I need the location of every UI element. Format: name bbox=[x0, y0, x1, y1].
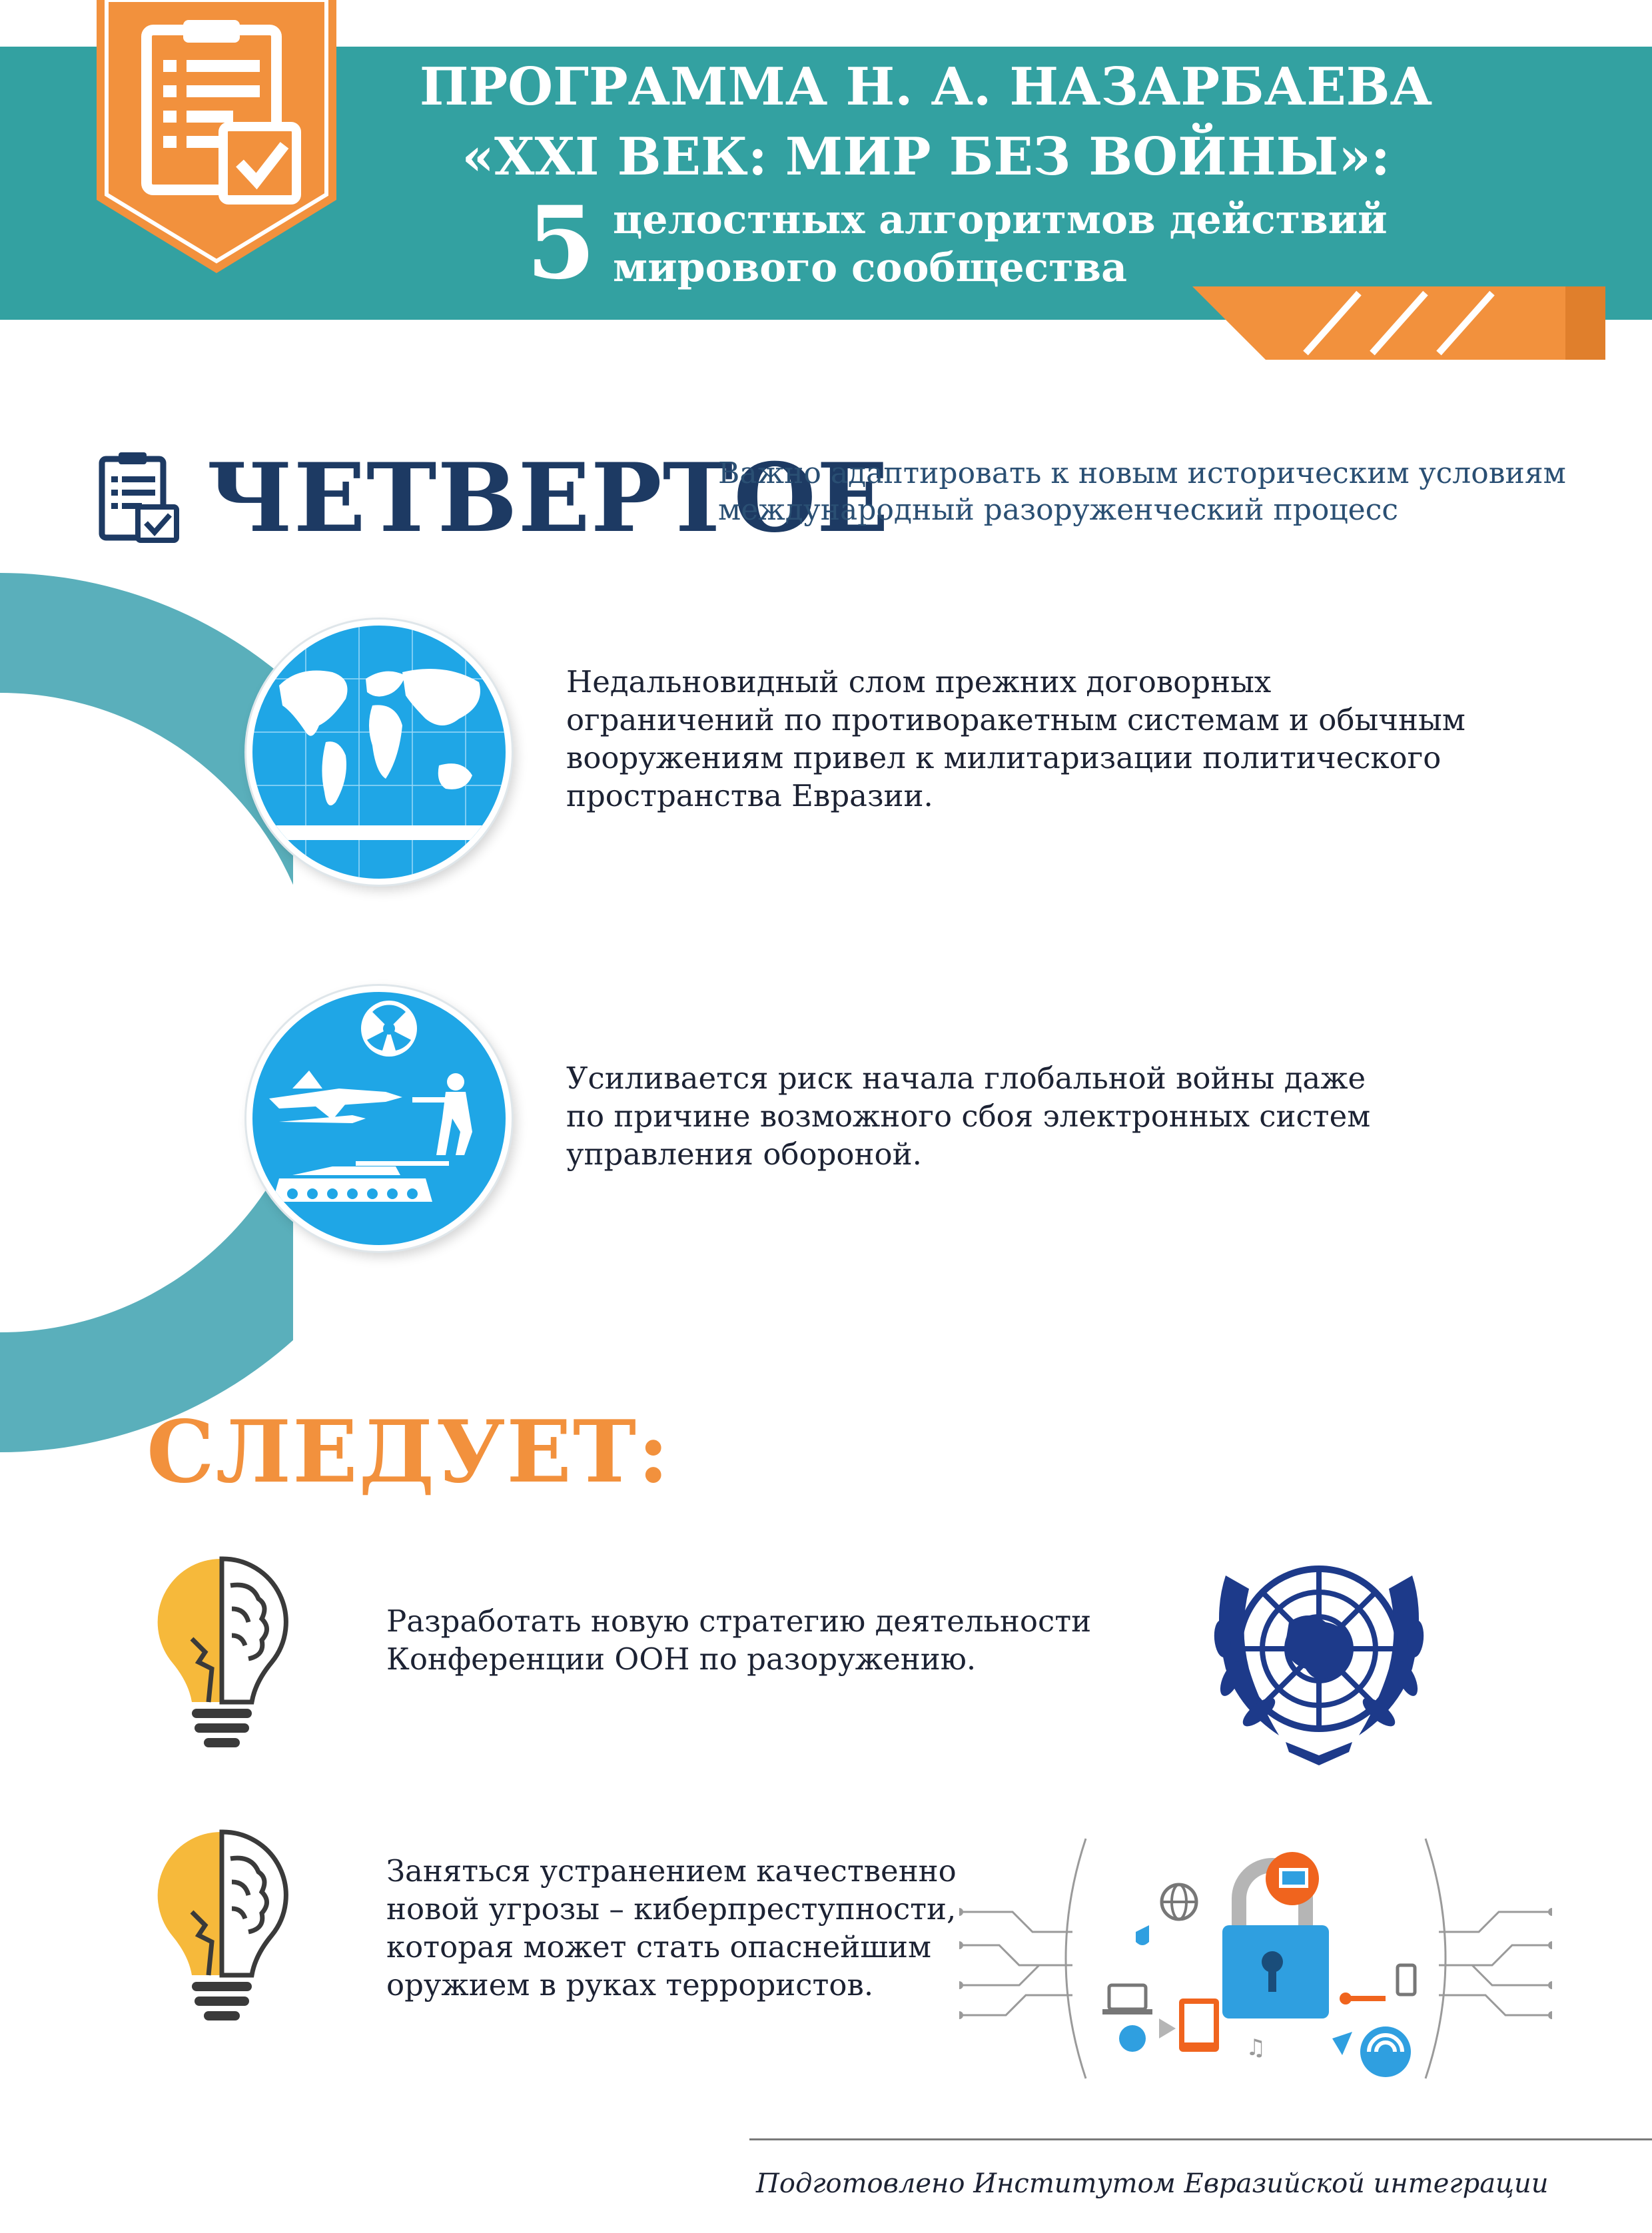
point-1-line: пространства Евразии. bbox=[566, 778, 933, 813]
point-1-line: Недальновидный слом прежних договорных bbox=[566, 664, 1272, 699]
action-2-line: новой угрозы – киберпреступности, bbox=[386, 1891, 957, 1927]
header-subtitle-line2: мирового сообщества bbox=[613, 244, 1127, 291]
military-icon bbox=[252, 992, 506, 1245]
un-emblem-icon bbox=[1186, 1536, 1452, 1775]
globe-map-circle bbox=[246, 620, 512, 885]
point-2-text bbox=[566, 1059, 1370, 1173]
point-1-text bbox=[566, 663, 1465, 815]
section-heading: ЧЕТВЕРТОЕ bbox=[206, 443, 890, 554]
footer-credit: Подготовлено Институтом Евразийской интеграции bbox=[756, 2168, 1549, 2199]
lightbulb-brain-icon bbox=[152, 1825, 292, 2025]
action-2-text bbox=[386, 1852, 957, 2004]
action-2-line: Заняться устранением качественно bbox=[386, 1853, 957, 1889]
clipboard-check-icon bbox=[97, 450, 183, 543]
should-heading: СЛЕДУЕТ: bbox=[147, 1402, 671, 1502]
header-title-line2: «XXI ВЕК: МИР БЕЗ ВОЙНЫ»: bbox=[462, 127, 1390, 187]
header-clipboard-badge bbox=[97, 0, 336, 280]
section-description-line2: международный разоруженческий процесс bbox=[718, 493, 1398, 527]
action-2-line: которая может стать опаснейшим bbox=[386, 1929, 932, 1965]
decorative-arc bbox=[0, 573, 293, 1452]
header-title-line1: ПРОГРАММА Н. А. НАЗАРБАЕВА bbox=[419, 57, 1433, 117]
header-subtitle-line1: целостных алгоритмов действий bbox=[613, 197, 1388, 243]
action-1-text bbox=[386, 1602, 1091, 1678]
header-number: 5 bbox=[526, 185, 596, 302]
military-circle bbox=[246, 986, 512, 1251]
globe-map-icon bbox=[252, 626, 506, 879]
point-2-line: Усиливается риск начала глобальной войны даже bbox=[566, 1061, 1366, 1096]
point-1-line: вооружениям привел к милитаризации политического bbox=[566, 740, 1442, 775]
cyber-security-icon bbox=[959, 1825, 1552, 2092]
lightbulb-brain-icon bbox=[152, 1552, 292, 1752]
footer-divider bbox=[749, 2138, 1652, 2140]
section-description-line1: Важно адаптировать к новым историческим условиям bbox=[718, 456, 1566, 490]
point-2-line: управления обороной. bbox=[566, 1136, 922, 1172]
svg-text:♫: ♫ bbox=[1246, 2034, 1266, 2061]
header-ribbon bbox=[1192, 286, 1605, 360]
point-2-line: по причине возможного сбоя электронных систем bbox=[566, 1099, 1371, 1134]
action-1-line: Разработать новую стратегию деятельности bbox=[386, 1603, 1092, 1639]
action-1-line: Конференции ООН по разоружению. bbox=[386, 1641, 977, 1677]
point-1-line: ограничений по противоракетным системам и обычным bbox=[566, 702, 1465, 737]
action-2-line: оружием в руках террористов. bbox=[386, 1967, 874, 2003]
